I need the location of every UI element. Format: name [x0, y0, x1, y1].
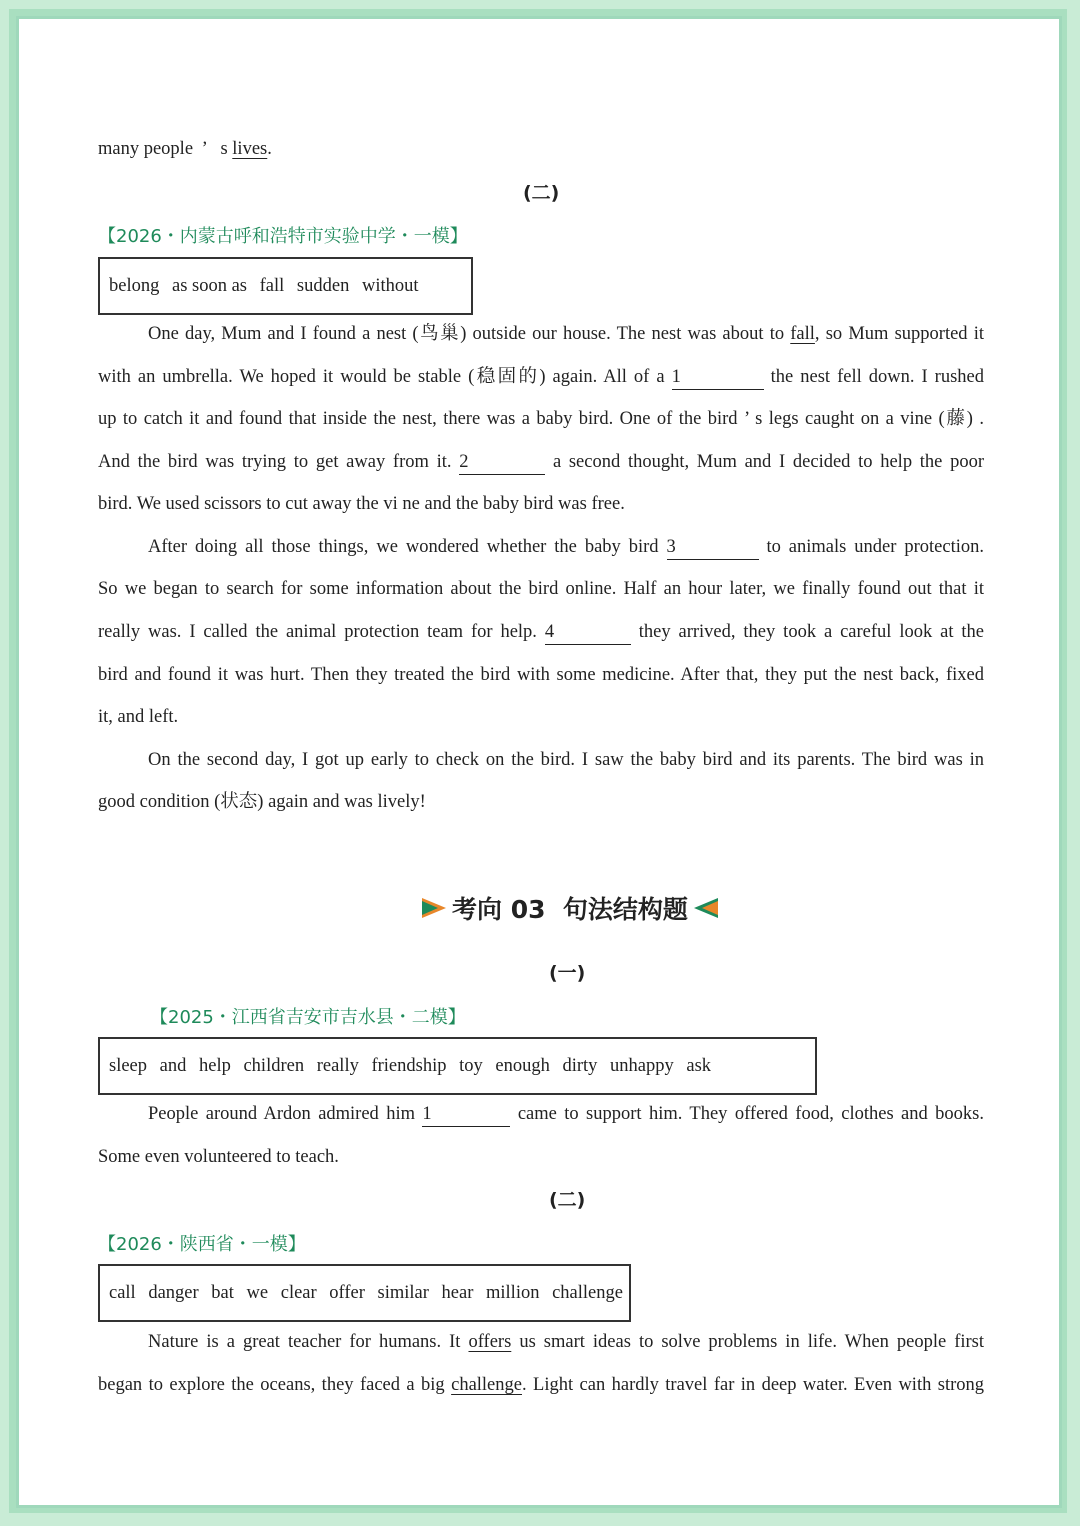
word-bank-item: and [159, 1056, 187, 1076]
source-tag: 【2026・内蒙古呼和浩特市实验中学・一模】 [98, 226, 468, 247]
word-bank-box [98, 1037, 817, 1095]
word-bank-item: dirty [562, 1056, 598, 1076]
arrow-right-icon [420, 896, 448, 920]
word-bank-item: ask [686, 1056, 712, 1076]
word-bank-box [98, 1264, 631, 1322]
passage-line: really was. I called the animal protection team for help. 4 they arrived, they took a careful look at the [98, 611, 984, 654]
word-bank-box [98, 257, 473, 315]
source-tag: 【2025・江西省吉安市吉水县・二模】 [150, 1007, 466, 1028]
word-bank-item: we [246, 1283, 269, 1303]
word-bank-item: hear [441, 1283, 474, 1303]
word-bank-item: children [243, 1056, 305, 1076]
word-bank-item: bat [211, 1283, 234, 1303]
word-bank-item: clear [280, 1283, 317, 1303]
underlined-word: lives [232, 139, 268, 159]
answer-blank[interactable]: 3 [667, 537, 759, 560]
source-tag: 【2026・陕西省・一模】 [98, 1234, 306, 1255]
word-bank-item: similar [377, 1283, 429, 1303]
passage-line: up to catch it and found that inside the nest, there was a baby bird. One of the bird ’ s legs caught on a vine (藤) . [98, 409, 985, 429]
passage-line: After doing all those things, we wondered whether the baby bird 3 to animals under protection. [148, 526, 984, 569]
word-bank-item: enough [495, 1056, 550, 1076]
answer-blank[interactable]: 1 [422, 1104, 510, 1127]
passage-line: So we began to search for some information about the bird online. Half an hour later, we finally found out that it [98, 579, 984, 599]
passage-line: People around Ardon admired him 1 came to support him. They offered food, clothes and books. [148, 1093, 984, 1136]
word-bank-item: without [361, 276, 419, 296]
section-title: 考向 03 句法结构题 [420, 890, 720, 926]
arrow-left-icon [692, 896, 720, 920]
passage-line: On the second day, I got up early to check on the bird. I saw the baby bird and its parents. The bird was in [148, 750, 984, 770]
word-bank-item: unhappy [610, 1056, 674, 1076]
word-bank-item: really [316, 1056, 359, 1076]
word-bank-item: offer [329, 1283, 365, 1303]
passage-line: bird. We used scissors to cut away the vi ne and the baby bird was free. [98, 494, 625, 514]
passage-line: bird and found it was hurt. Then they treated the bird with some medicine. After that, they put the nest back, fixed [98, 665, 984, 685]
part-heading: (二) [523, 182, 560, 204]
word-bank-item: sudden [296, 276, 350, 296]
word-bank-item: danger [148, 1283, 199, 1303]
top-fragment: many people ’ s lives. [98, 139, 272, 159]
underlined-word: challenge [451, 1375, 522, 1395]
passage-line: with an umbrella. We hoped it would be stable (稳固的) again. All of a 1 the nest fell down. I rushed [98, 356, 984, 399]
word-bank-item: challenge [552, 1283, 623, 1303]
passage-line: good condition (状态) again and was lively! [98, 792, 426, 812]
word-bank-item: as soon as [171, 276, 248, 296]
word-bank-item: toy [459, 1056, 483, 1076]
word-bank-item: friendship [371, 1056, 447, 1076]
part-heading: (一) [549, 962, 586, 984]
part-heading: (二) [549, 1189, 586, 1211]
word-bank-item: sleep [109, 1056, 148, 1076]
passage-line: Some even volunteered to teach. [98, 1147, 339, 1167]
answer-blank[interactable]: 4 [545, 622, 631, 645]
word-bank-item: fall [259, 276, 285, 296]
word-bank-item: belong [109, 276, 160, 296]
passage-line: One day, Mum and I found a nest (鸟巢) outside our house. The nest was about to fall, so Mum supported it [148, 324, 984, 344]
passage-line: began to explore the oceans, they faced a big challenge. Light can hardly travel far in deep water. Even with strong [98, 1375, 985, 1395]
passage-line: And the bird was trying to get away from it. 2 a second thought, Mum and I decided to help the poor [98, 441, 984, 484]
answer-blank[interactable]: 1 [672, 367, 764, 390]
word-bank-item: million [486, 1283, 540, 1303]
answer-blank[interactable]: 2 [459, 452, 545, 475]
passage-line: Nature is a great teacher for humans. It offers us smart ideas to solve problems in life. When people first [148, 1332, 985, 1352]
underlined-word: offers [468, 1332, 512, 1352]
underlined-word: fall [790, 324, 815, 344]
word-bank-item: help [198, 1056, 231, 1076]
passage-line: it, and left. [98, 707, 179, 727]
word-bank-item: call [109, 1283, 136, 1303]
